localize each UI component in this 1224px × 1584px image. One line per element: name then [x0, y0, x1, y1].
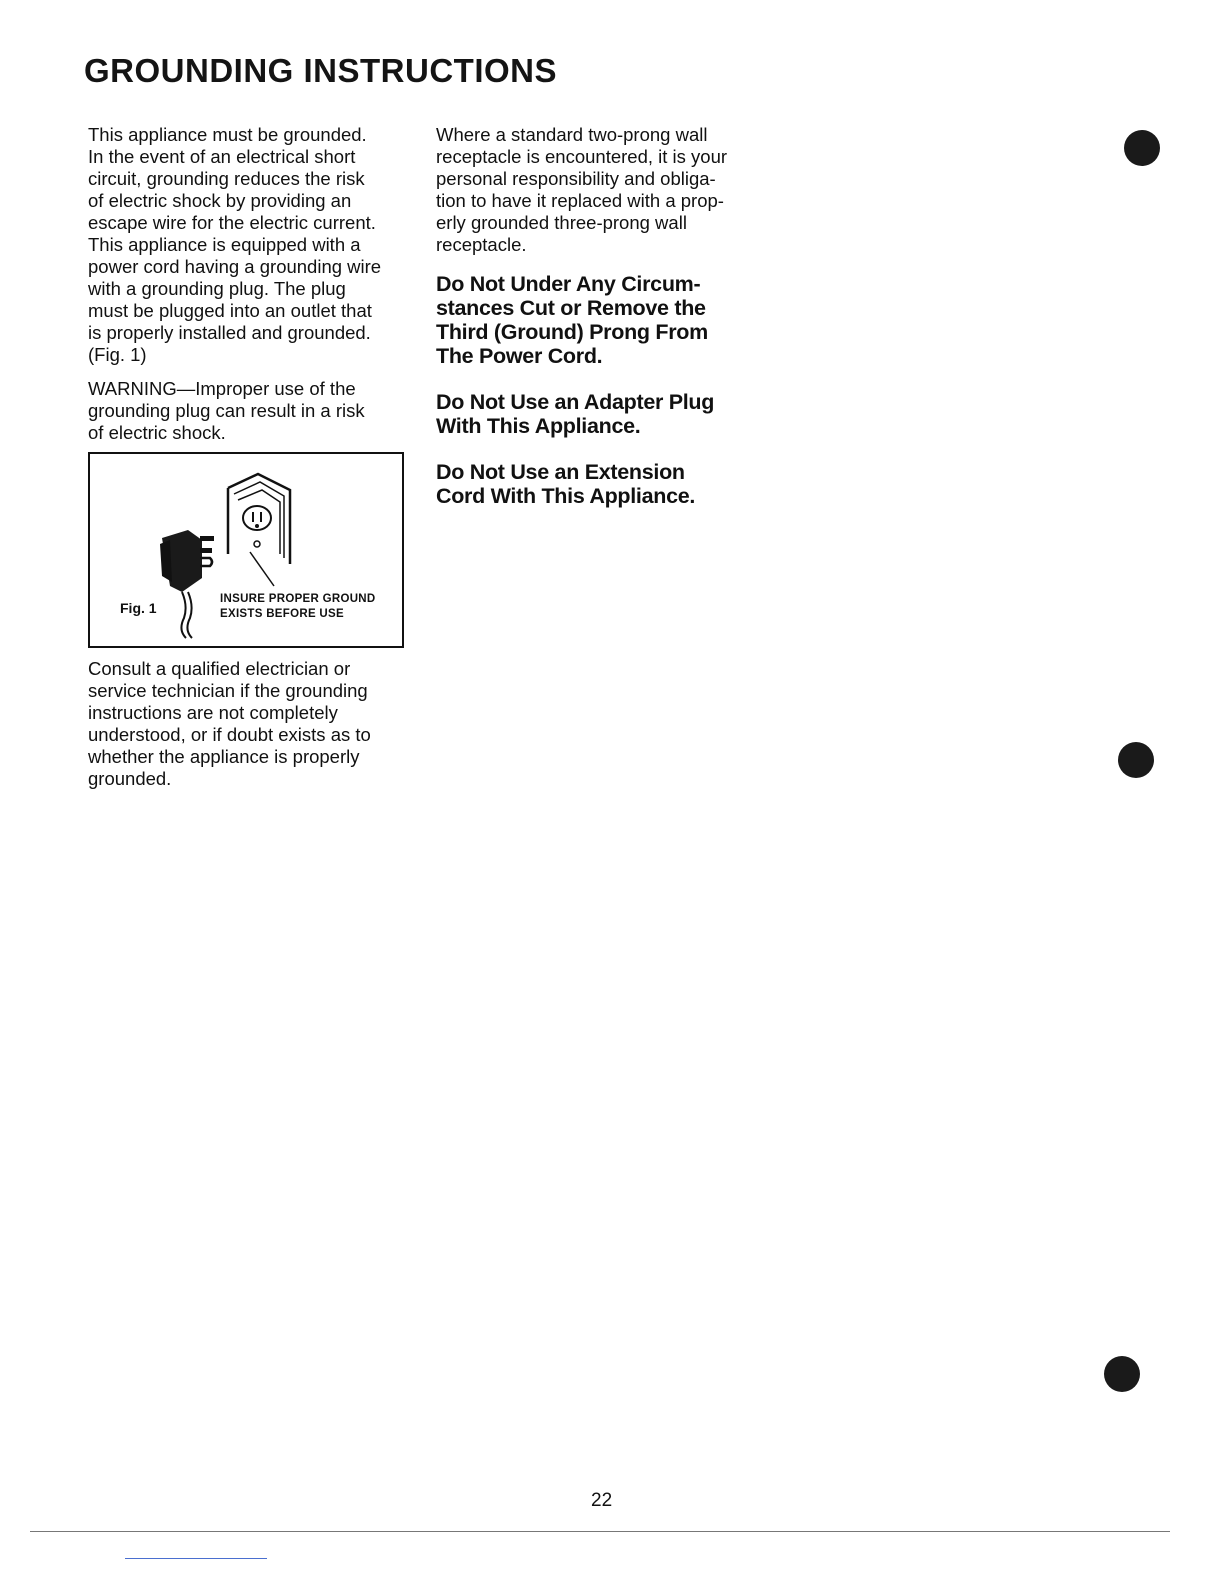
warning-paragraph: WARNING—Improper use of the grounding plug can result in a risk of electric shock. — [88, 378, 365, 443]
warning-no-extension-cord: Do Not Use an Extension Cord With This Appliance. — [436, 460, 696, 508]
footer-rule — [30, 1531, 1170, 1532]
warning-no-adapter-plug: Do Not Use an Adapter Plug With This Appliance. — [436, 390, 715, 438]
left-column — [88, 124, 418, 790]
figure-1-box — [88, 452, 404, 648]
page-number: 22 — [591, 1490, 613, 1511]
page-title: GROUNDING INSTRUCTIONS — [84, 52, 557, 89]
right-column — [436, 124, 766, 508]
binder-hole-middle — [1118, 742, 1154, 778]
footer-accent-rule — [125, 1558, 267, 1559]
figure-label: Fig. 1 — [120, 600, 157, 616]
consult-electrician-paragraph: Consult a qualified electrician or service technician if the grounding instructions are not completely understood, or if doubt exists as to whether the appliance is properly grounded. — [88, 658, 371, 789]
binder-hole-top — [1124, 130, 1160, 166]
warning-do-not-remove-ground-prong: Do Not Under Any Circum- stances Cut or Remove the Third (Ground) Prong From The Power Cord. — [436, 272, 708, 368]
two-prong-receptacle-paragraph: Where a standard two-prong wall receptacle is encountered, it is your personal responsibility and obliga- tion to have it replaced with a prop- erly grounded three-prong wall receptacle. — [436, 124, 728, 255]
figure-caption: INSURE PROPER GROUND EXISTS BEFORE USE — [220, 593, 376, 620]
binder-hole-bottom — [1104, 1356, 1140, 1392]
grounding-intro-paragraph: This appliance must be grounded. In the event of an electrical short circuit, grounding reduces the risk of electric shock by providing an escape wire for the electric current. This appliance is equipped with a power cord having a grounding wire with a grounding plug. The plug must be plugged into an outlet that is properly installed and grounded. (Fig. 1) — [88, 124, 382, 365]
